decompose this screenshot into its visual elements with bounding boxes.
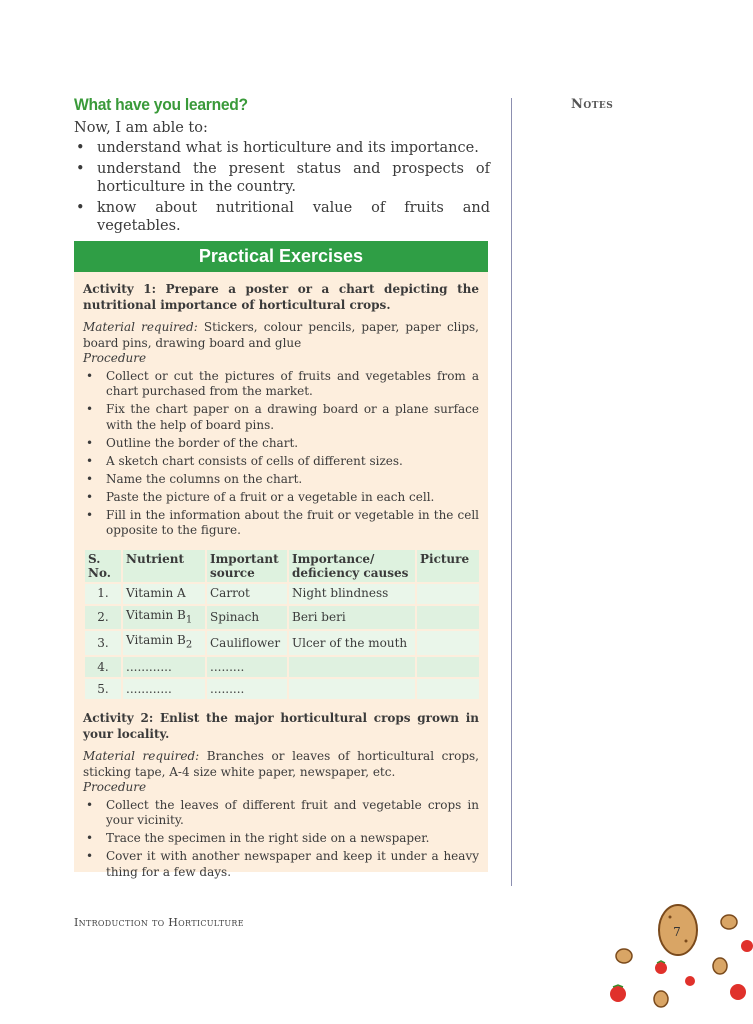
table-cell — [417, 657, 479, 677]
step-item: • A sketch chart consists of cells of different sizes. — [83, 454, 479, 470]
step-item: • Cover it with another newspaper and keep it under a heavy thing for a few days. — [83, 849, 479, 880]
table-header: S. No. — [85, 550, 121, 582]
table-header: Importance/ deficiency causes — [289, 550, 415, 582]
table-cell: Vitamin A — [123, 584, 205, 604]
table-cell: ......... — [207, 679, 287, 699]
table-cell — [417, 584, 479, 604]
material-label: Material required: — [83, 749, 200, 764]
activity-1-title: Activity 1: Prepare a poster or a chart depicting the nutritional importance of horticultural crops. — [83, 282, 479, 312]
table-header-row — [85, 550, 479, 582]
potato-icon — [654, 991, 668, 1007]
step-item: • Fill in the information about the fruit or vegetable in the cell opposite to the figure. — [83, 508, 479, 539]
activity-1-steps — [83, 369, 479, 539]
tomato-icon — [741, 940, 753, 952]
footer-book-title: Introduction to Horticulture — [74, 916, 244, 929]
table-cell — [417, 679, 479, 699]
table-cell: Night blindness — [289, 584, 415, 604]
step-item: • Name the columns on the chart. — [83, 472, 479, 488]
step-item: • Fix the chart paper on a drawing board or a plane surface with the help of board pins. — [83, 402, 479, 433]
activity-2-material — [83, 749, 479, 780]
nutrient-name: Vitamin B — [126, 633, 186, 648]
practical-exercises-box — [74, 272, 488, 879]
table-cell — [123, 631, 205, 655]
vegetable-decoration — [600, 895, 753, 1024]
material-label: Material required: — [83, 320, 198, 334]
step-item: • Paste the picture of a fruit or a vegetable in each cell. — [83, 490, 479, 506]
step-item: • Collect the leaves of different fruit and vegetable crops in your vicinity. — [83, 798, 479, 829]
section-heading: What have you learned? — [74, 95, 248, 114]
intro-text: Now, I am able to: — [74, 120, 208, 136]
table-row — [85, 679, 479, 699]
potato-icon — [721, 915, 737, 929]
potato-icon — [713, 958, 727, 974]
table-cell: ......... — [207, 657, 287, 677]
procedure-label: Procedure — [83, 780, 147, 795]
table-row — [85, 584, 479, 604]
table-header: Nutrient — [123, 550, 205, 582]
activity-2-steps — [83, 798, 479, 881]
table-cell: Cauliflower — [207, 631, 287, 655]
table-cell: Spinach — [207, 606, 287, 630]
table-row — [85, 631, 479, 655]
step-item: • Outline the border of the chart. — [83, 436, 479, 452]
learned-item: • know about nutritional value of fruits and vegetables. — [74, 199, 490, 235]
material-text: Stickers, colour pencils, paper, paper clips, board pins, drawing board and glue — [83, 320, 479, 350]
table-header: Picture — [417, 550, 479, 582]
table-row — [85, 606, 479, 630]
potato-icon — [616, 949, 632, 963]
tomato-icon — [730, 984, 746, 1000]
nutrient-name: Vitamin B — [126, 607, 186, 622]
table-cell — [289, 679, 415, 699]
activity-1-material — [83, 320, 479, 351]
subscript: 1 — [185, 613, 193, 625]
tomato-icon — [655, 961, 667, 974]
learned-list — [74, 139, 490, 238]
subscript: 2 — [185, 639, 193, 651]
table-cell — [417, 631, 479, 655]
table-header: Important source — [207, 550, 287, 582]
table-cell — [289, 657, 415, 677]
table-cell: 4. — [85, 657, 121, 677]
table-cell — [123, 606, 205, 630]
table-cell: 3. — [85, 631, 121, 655]
procedure-label: Procedure — [83, 351, 147, 365]
table-cell: 1. — [85, 584, 121, 604]
table-row — [85, 657, 479, 677]
tomato-icon — [685, 976, 695, 986]
activity-2-title: Activity 2: Enlist the major horticultural crops grown in your locality. — [83, 711, 479, 741]
page-number: 7 — [673, 925, 681, 939]
practical-exercises-banner: Practical Exercises — [74, 241, 488, 272]
notes-label: Notes — [571, 97, 614, 112]
margin-divider — [511, 98, 512, 886]
table-cell — [417, 606, 479, 630]
table-cell: Beri beri — [289, 606, 415, 630]
nutrient-table — [83, 548, 481, 702]
table-cell: 5. — [85, 679, 121, 699]
step-item: • Trace the specimen in the right side on a newspaper. — [83, 831, 479, 847]
step-item: • Collect or cut the pictures of fruits and vegetables from a chart purchased from the market. — [83, 369, 479, 400]
table-cell: ............ — [123, 679, 205, 699]
table-cell: ............ — [123, 657, 205, 677]
learned-item: • understand the present status and prospects of horticulture in the country. — [74, 160, 490, 196]
table-cell: Ulcer of the mouth — [289, 631, 415, 655]
table-cell: Carrot — [207, 584, 287, 604]
material-text: Branches or leaves of horticultural crops, sticking tape, A-4 size white paper, newspaper, etc. — [83, 749, 479, 779]
tomato-icon — [610, 985, 626, 1002]
table-cell: 2. — [85, 606, 121, 630]
learned-item: • understand what is horticulture and its importance. — [74, 139, 490, 157]
